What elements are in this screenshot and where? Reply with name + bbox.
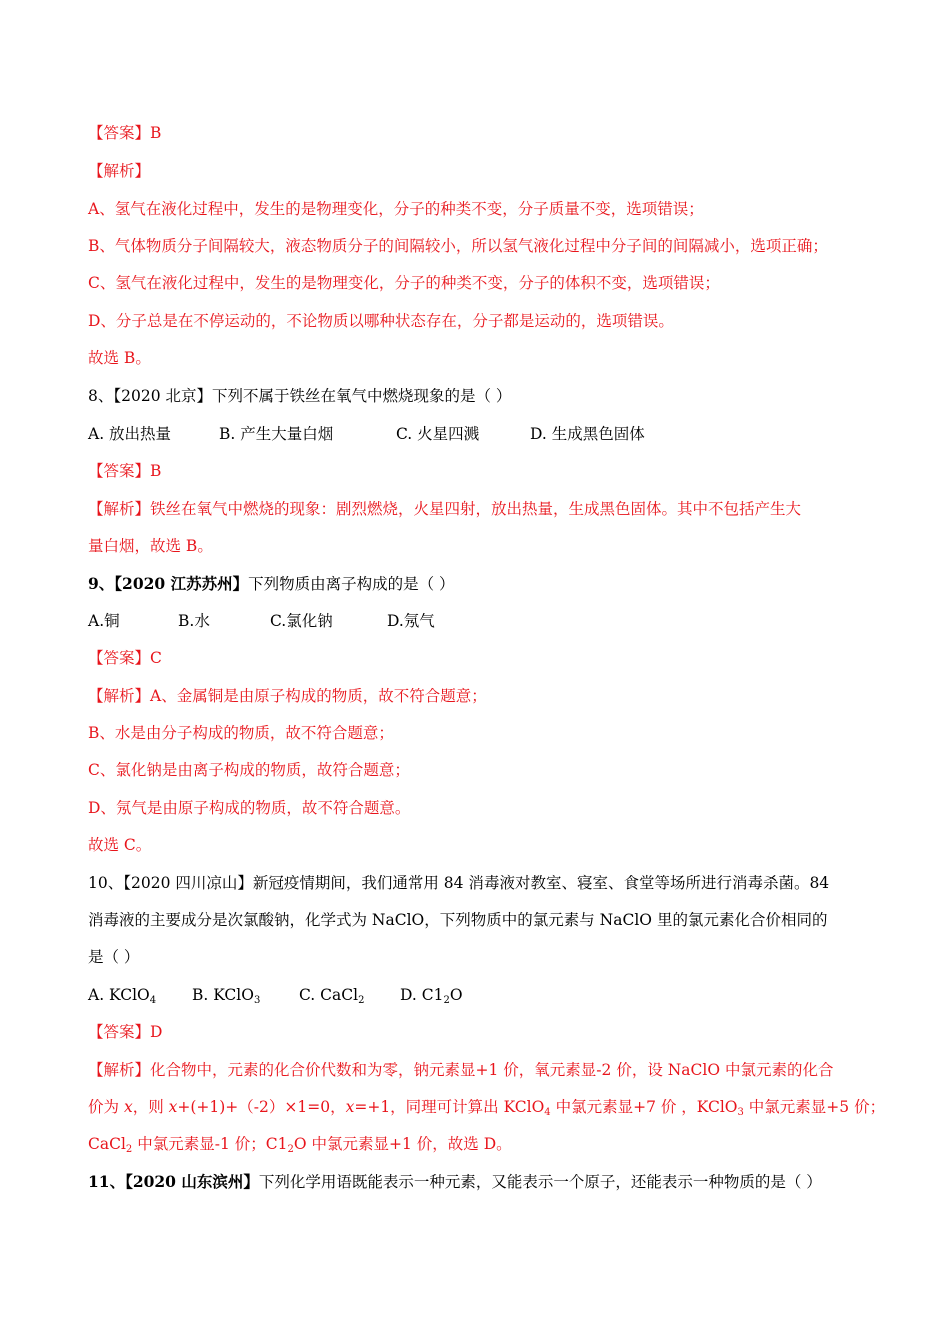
q9-analysis-line: C、氯化钠是由离子构成的物质，故符合题意； [88,761,410,779]
analysis-label: 【解析】 [88,687,151,705]
subscript: 4 [544,1107,551,1118]
variable-x: x [168,1098,178,1116]
question-number: 10、 [88,874,124,892]
answer-value: B [150,124,162,142]
question-text: 下列物质由离子构成的是（ ） [248,575,455,593]
q9-analysis-line [88,686,866,706]
question-number: 9、 [88,574,115,593]
answer-value: B [150,462,162,480]
q10-stem-line: 是（ ） [88,948,140,966]
q10-analysis-line [88,1134,866,1154]
option-c [299,985,364,1005]
q9-answer [88,648,866,668]
analysis-text: 铁丝在氧气中燃烧的现象：剧烈燃烧，火星四射，放出热量，生成黑色固体。其中不包括产生大 [150,500,802,518]
option-text: A. KClO [88,986,150,1004]
option-text: C. CaCl [299,986,359,1004]
subscript: 3 [253,995,261,1006]
option-d [400,985,463,1005]
analysis-label: 【解析】 [88,1061,151,1079]
q10-analysis-line [88,1097,886,1118]
analysis-text: 价为 [88,1098,124,1116]
q9-stem [88,574,866,594]
q11-stem [88,1172,866,1192]
variable-x: x [123,1098,133,1116]
option-a [88,985,156,1005]
q7-analysis-line: B、气体物质分子间隔较大，液态物质分子的间隔较小，所以氢气液化过程中分子间的间隔减小，选项正确； [88,237,828,255]
question-source: 【2020 山东滨州】 [125,1172,259,1191]
option-d: D. 生成黑色固体 [530,425,645,443]
question-source: 【2020 北京】 [113,387,212,405]
option-a: A. 放出热量 [88,425,172,443]
q8-analysis-line: 量白烟，故选 B。 [88,537,213,555]
question-source: 【2020 江苏苏州】 [114,574,249,593]
analysis-text: ，则 [132,1098,169,1116]
q10-analysis-line [88,1060,866,1080]
q8-analysis-line [88,499,866,519]
subscript: 4 [149,995,157,1006]
q9-analysis-line: B、水是由分子构成的物质，故不符合题意； [88,724,394,742]
option-text: D. C1 [400,986,444,1004]
analysis-text: 化合物中，元素的化合价代数和为零，钠元素显+1 价，氧元素显-2 价，设 NaClO 中氯元素的化合 [150,1061,834,1079]
q8-answer [88,461,866,481]
q7-conclusion: 故选 B。 [88,349,151,367]
answer-label: 【答案】 [88,649,151,667]
q7-analysis-line: D、分子总是在不停运动的，不论物质以哪种状态存在，分子都是运动的，选项错误。 [88,312,674,330]
option-d: D.氖气 [387,612,435,630]
answer-value: C [150,649,162,667]
question-text: 新冠疫情期间，我们通常用 84 消毒液对教室、寝室、食堂等场所进行消毒杀菌。84 [252,874,830,892]
question-number: 8、 [88,387,114,405]
question-text: 下列化学用语既能表示一种元素，又能表示一个原子，还能表示一种物质的是（ ） [258,1173,822,1191]
q9-conclusion: 故选 C。 [88,836,152,854]
analysis-text: O 中氯元素显+1 价，故选 D。 [293,1135,512,1153]
subscript: 3 [737,1107,744,1118]
subscript: 2 [358,995,365,1006]
q10-answer [88,1022,866,1042]
analysis-label: 【解析】 [88,500,151,518]
answer-label: 【答案】 [88,462,151,480]
option-c: C. 火星四溅 [396,425,480,443]
q7-analysis-line: A、氢气在液化过程中，发生的是物理变化，分子的种类不变，分子质量不变，选项错误； [88,200,704,218]
analysis-text: 中氯元素显+5 价； [743,1098,886,1116]
option-b [192,985,260,1005]
analysis-text: 中氯元素显-1 价；C1 [132,1135,288,1153]
option-b: B. 产生大量白烟 [219,425,334,443]
option-text: O [449,986,463,1004]
analysis-text: =+1，同理可计算出 KClO [354,1098,545,1116]
q10-stem-line: 消毒液的主要成分是次氯酸钠，化学式为 NaClO，下列物质中的氯元素与 NaClO 里的氯元素化合价相同的 [88,911,828,929]
subscript: 2 [125,1144,133,1155]
analysis-text: 中氯元素显+7 价 ，KClO [550,1098,738,1116]
option-text: B. KClO [192,986,254,1004]
q10-stem [88,873,866,893]
option-a: A.铜 [88,612,120,630]
q8-stem [88,386,866,406]
analysis-text: A、金属铜是由原子构成的物质，故不符合题意； [150,687,487,705]
q9-analysis-line: D、氖气是由原子构成的物质，故不符合题意。 [88,799,411,817]
option-b: B.水 [178,612,210,630]
answer-label: 【答案】 [88,1023,151,1041]
question-number: 11、 [88,1172,126,1191]
analysis-text: +(+1)+（-2）×1=0， [177,1098,346,1116]
answer-label: 【答案】 [88,124,151,142]
subscript: 2 [443,995,450,1006]
question-source: 【2020 四川凉山】 [123,874,253,892]
subscript: 2 [287,1144,294,1155]
q7-analysis-line: C、氢气在液化过程中，发生的是物理变化，分子的种类不变，分子的体积不变，选项错误； [88,274,720,292]
q7-answer [88,123,866,143]
option-c: C.氯化钠 [270,612,333,630]
question-text: 下列不属于铁丝在氧气中燃烧现象的是（ ） [212,387,512,405]
analysis-text: CaCl [88,1135,126,1153]
answer-value: D [150,1023,163,1041]
variable-x: x [345,1098,355,1116]
q7-analysis-label: 【解析】 [88,162,151,180]
